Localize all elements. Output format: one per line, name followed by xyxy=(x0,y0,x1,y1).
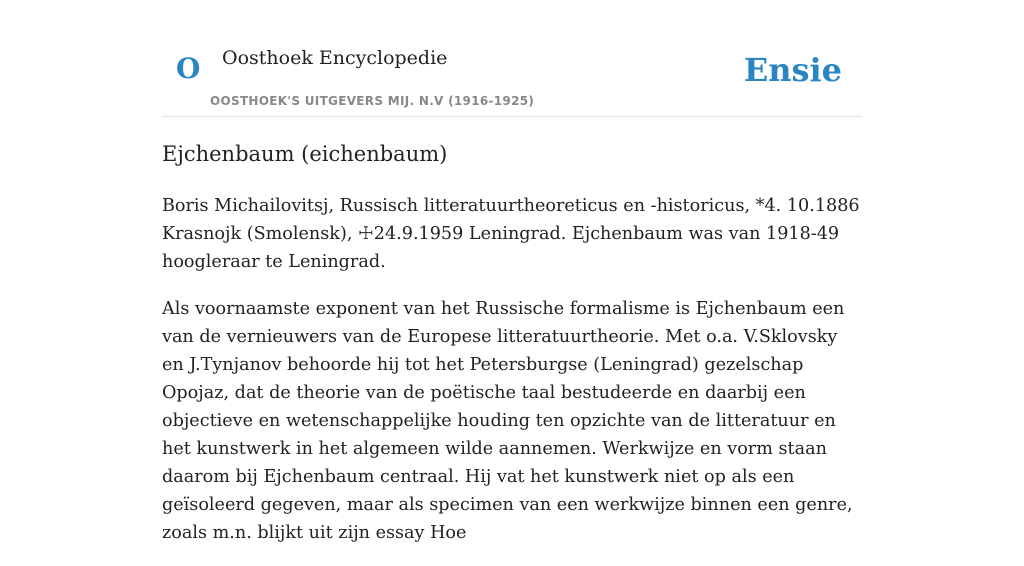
entry-content xyxy=(162,192,862,566)
source-logo[interactable]: O xyxy=(176,52,201,85)
ensie-logo-link[interactable]: Ensie xyxy=(743,51,842,89)
header xyxy=(162,0,862,117)
entry-title: Ejchenbaum (eichenbaum) xyxy=(162,142,448,166)
source-subtitle: OOSTHOEK'S UITGEVERS MIJ. N.V (1916-1925) xyxy=(210,94,535,108)
source-title[interactable]: Oosthoek Encyclopedie xyxy=(222,47,448,69)
entry-paragraph: Boris Michailovitsj, Russisch litteratuurtheoreticus en -historicus, *4. 10.1886 Krasnojk (Smolensk), ☩24.9.1959 Leningrad. Ejchenbaum was van 1918-49 hoogleraar te Leningrad. xyxy=(162,196,860,272)
entry-paragraph: Als voornaamste exponent van het Russische formalisme is Ejchenbaum een van de vernieuwers van de Europese litteratuurtheorie. Met o.a. V.Sklovsky en J.Tynjanov behoorde hij tot het Petersburgse (Leningrad) gezelschap Opojaz, dat de theorie van de poëtische taal bestudeerde en daarbij een objectieve en wetenschappelijke houding ten opzichte van de litteratuur en het kunstwerk in het algemeen wilde aannemen. Werkwijze en vorm staan daarom bij Ejchenbaum centraal. Hij vat het kunstwerk niet op als een geïsoleerd gegeven, maar als specimen van een werkwijze binnen een genre, zoals m.n. blijkt uit zijn essay Hoe xyxy=(162,299,853,543)
